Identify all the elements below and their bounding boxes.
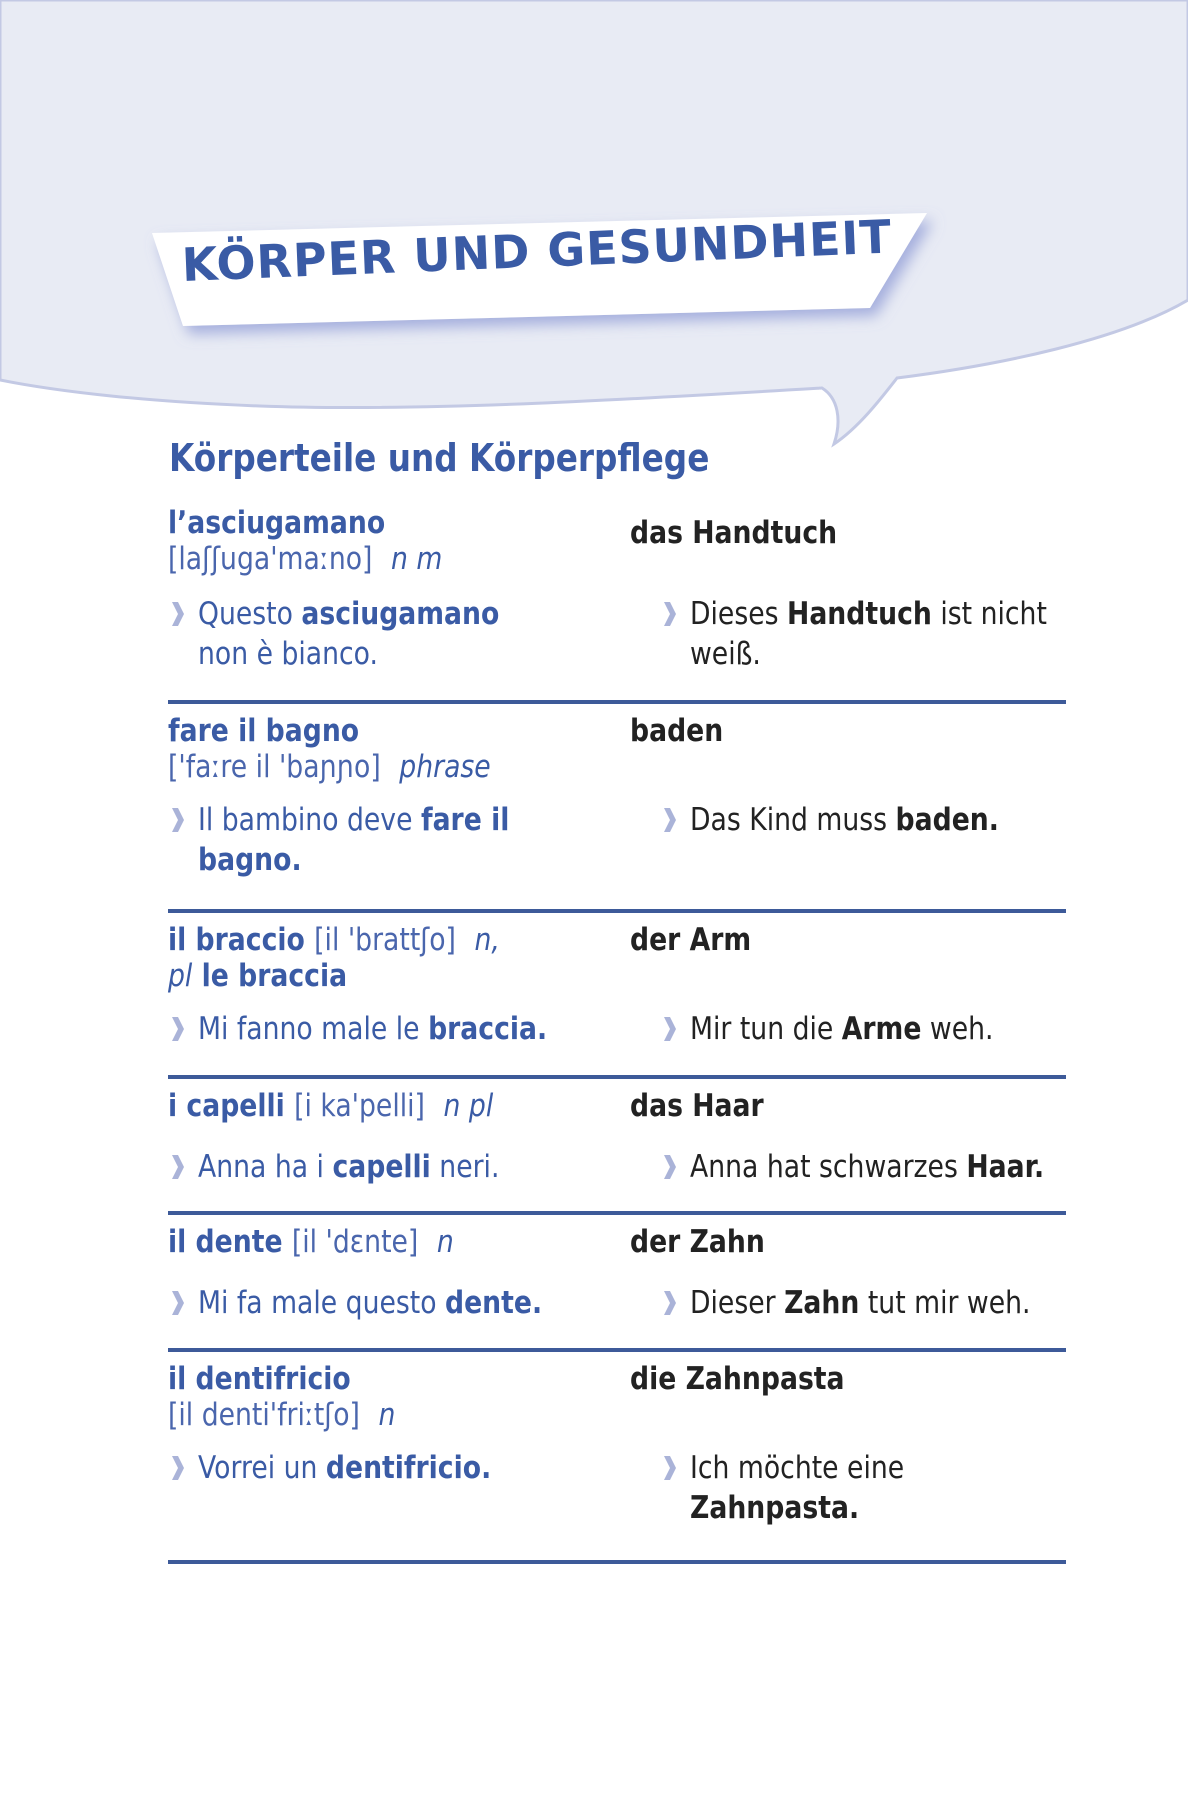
italian-example [168,594,660,674]
chevron-right-icon [170,1017,184,1041]
italian-example [168,1283,660,1323]
grammar-label: n [378,1397,396,1433]
italian-example [168,800,660,880]
pronunciation: [il 'brattʃo] [314,922,456,958]
example-keyword: . [988,802,999,838]
example-keyword: Haar. [966,1149,1045,1185]
chevron-right-icon [170,808,184,832]
plural-label: pl [168,958,193,994]
chevron-right-icon [170,1291,184,1315]
example-keyword: braccia. [428,1011,548,1047]
chevron-right-icon [662,1155,676,1179]
pronunciation: [il denti'friːtʃo] [168,1397,360,1433]
example-text: Anna ha i [198,1149,333,1185]
vocab-entry [168,1352,1066,1564]
example-keyword: Arme [841,1011,922,1047]
german-example [660,1448,1066,1528]
example-text: Mi fanno male le [198,1011,429,1047]
grammar-label: n [436,1224,454,1260]
pronunciation: ['faːre il 'baɲɲo] [168,749,381,785]
example-keyword: Zahnpasta. [690,1490,860,1526]
grammar-label: n pl [443,1088,494,1124]
example-text: Dieses [690,596,788,632]
example-keyword: . [291,842,302,878]
vocab-entry [168,500,1066,704]
example-text: Vorrei un [198,1450,326,1486]
chevron-right-icon [662,1291,676,1315]
example-text: Mi fa male questo [198,1285,446,1321]
pronunciation: [i ka'pelli] [294,1088,425,1124]
pronunciation: [laʃʃuga'maːno] [168,541,373,577]
italian-headword: fare il bagno [168,713,360,749]
vocabulary-list [168,500,1066,1564]
example-keyword: dentifricio. [325,1450,492,1486]
pronunciation: [il 'dɛnte] [291,1224,419,1260]
example-text: Mir tun die [690,1011,842,1047]
vocab-entry [168,913,1066,1079]
example-keyword: Zahn [784,1285,860,1321]
example-keyword: dente. [445,1285,543,1321]
example-keyword: capelli [332,1149,431,1185]
grammar-label: phrase [399,749,491,785]
german-example [660,1009,1130,1049]
chevron-right-icon [662,1017,676,1041]
german-headword: der Arm [630,922,752,958]
vocab-entry [168,1215,1066,1352]
example-text: Anna hat schwarzes [690,1149,967,1185]
chevron-right-icon [662,1456,676,1480]
example-text: non è bianco. [198,636,378,672]
german-headword: das Handtuch [630,515,838,551]
vocab-entry [168,1079,1066,1215]
example-keyword: Handtuch [787,596,932,632]
italian-headword: i capelli [168,1088,285,1124]
chevron-right-icon [662,602,676,626]
german-example [660,800,1130,880]
grammar-label: n, [474,922,500,958]
example-text: Questo [198,596,302,632]
chapter-title: KÖRPER UND GESUNDHEIT [180,209,893,292]
italian-plural: le braccia [201,958,348,994]
example-keyword: baden [895,802,989,838]
section-title: Körperteile und Körperpflege [169,436,710,480]
italian-example [168,1009,660,1049]
german-headword: die Zahnpasta [630,1361,845,1397]
italian-headword: il braccio [168,922,305,958]
example-text: neri. [430,1149,500,1185]
header-banner [0,0,1188,460]
german-headword: der Zahn [630,1224,765,1260]
example-text: ist nicht weiß. [690,596,1047,672]
chevron-right-icon [170,602,184,626]
example-text: weh. [921,1011,994,1047]
example-keyword: fare il bagno [198,802,510,878]
grammar-label: n m [391,541,443,577]
german-example [660,1283,1160,1323]
german-example [660,594,1130,674]
chevron-right-icon [170,1155,184,1179]
italian-headword: l’asciugamano [168,505,386,541]
german-headword: baden [630,713,724,749]
chevron-right-icon [170,1456,184,1480]
example-text: Dieser [690,1285,785,1321]
vocab-entry [168,704,1066,913]
chevron-right-icon [662,808,676,832]
example-text: Das Kind muss [690,802,896,838]
italian-example [168,1147,660,1187]
italian-headword: il dente [168,1224,283,1260]
example-text: tut mir weh. [859,1285,1031,1321]
example-text: Ich möchte eine [690,1450,905,1486]
german-headword: das Haar [630,1088,764,1124]
italian-headword: il dentifricio [168,1361,351,1397]
german-example [660,1147,1160,1187]
italian-example [168,1448,660,1528]
example-keyword: asciugamano [301,596,500,632]
example-text: Il bambino deve [198,802,421,838]
